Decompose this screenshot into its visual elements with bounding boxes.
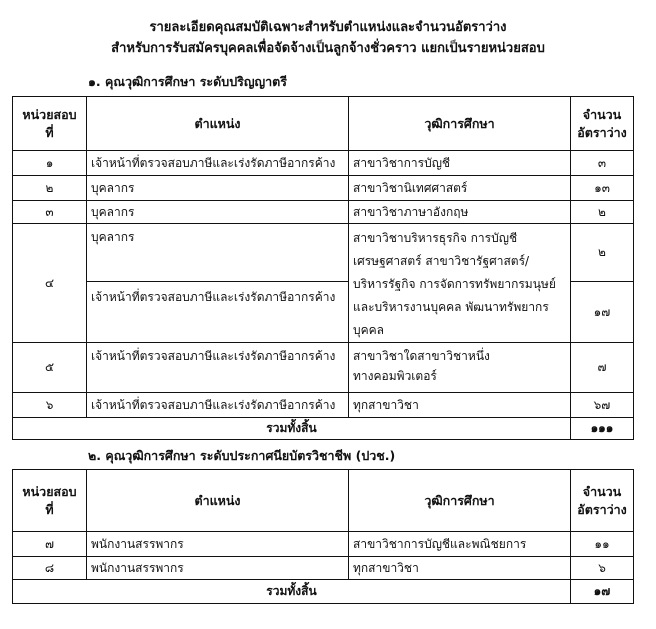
unit-cell: ๖	[13, 393, 87, 418]
qualification-line: สาขาวิชาใดสาขาวิชาหนึ่ง	[353, 349, 490, 363]
qualification-line: สาขาวิชาบริหารธุรกิจ การบัญชี	[353, 231, 518, 245]
count-cell: ๖	[571, 557, 634, 580]
qualification-cell	[349, 224, 571, 343]
qualification-line: ทางคอมพิวเตอร์	[353, 369, 437, 383]
document-title-line1: รายละเอียดคุณสมบัติเฉพาะสำหรับตำแหน่งและจำนวนอัตราว่าง	[149, 20, 507, 35]
section2-heading: ๒. คุณวุฒิการศึกษา ระดับประกาศนียบัตรวิชาชีพ (ปวช.)	[88, 448, 396, 463]
column-header-count: จำนวน อัตราว่าง	[571, 97, 634, 151]
total-label: รวมทั้งสิ้น	[13, 418, 571, 440]
count-cell: ๗	[571, 343, 634, 393]
qualification-cell: ทุกสาขาวิชา	[349, 393, 571, 418]
column-header-qualification: วุฒิการศึกษา	[349, 97, 571, 151]
table-row	[13, 343, 634, 393]
count-cell: ๓	[571, 151, 634, 176]
qualification-cell: สาขาวิชานิเทศศาสตร์	[349, 176, 571, 201]
unit-cell: ๓	[13, 201, 87, 224]
position-cell: บุคลากร	[87, 201, 349, 224]
qualification-line: และบริหารงานบุคคล พัฒนาทรัพยากรบุคคล	[353, 300, 549, 337]
unit-cell: ๑	[13, 151, 87, 176]
column-header-unit: หน่วยสอบ ที่	[13, 97, 87, 151]
section1-heading: ๑. คุณวุฒิการศึกษา ระดับปริญญาตรี	[88, 74, 287, 89]
table-row	[13, 224, 634, 282]
position-cell: บุคลากร	[87, 224, 349, 282]
qualification-cell: สาขาวิชาการบัญชีและพณิชยการ	[349, 532, 571, 557]
table-header-row	[13, 97, 634, 151]
table-row	[13, 201, 634, 224]
column-header-count: จำนวน อัตราว่าง	[571, 470, 634, 532]
qualification-line: บริหารรัฐกิจ การจัดการทรัพยากรมนุษย์	[353, 277, 556, 291]
count-cell: ๒	[571, 224, 634, 282]
total-row	[13, 580, 634, 604]
count-cell: ๒	[571, 201, 634, 224]
column-header-unit: หน่วยสอบ ที่	[13, 470, 87, 532]
total-value: ๑๑๑	[571, 418, 634, 440]
table-row	[13, 557, 634, 580]
unit-cell: ๔	[13, 224, 87, 343]
count-cell: ๖๗	[571, 393, 634, 418]
position-cell: พนักงานสรรพากร	[87, 532, 349, 557]
column-header-position: ตำแหน่ง	[87, 97, 349, 151]
count-cell: ๑๑	[571, 532, 634, 557]
qualification-cell: สาขาวิชาภาษาอังกฤษ	[349, 201, 571, 224]
table-row	[13, 393, 634, 418]
table-row	[13, 176, 634, 201]
qualification-line: เศรษฐศาสตร์ สาขาวิชารัฐศาสตร์/	[353, 254, 530, 268]
unit-cell: ๕	[13, 343, 87, 393]
total-label: รวมทั้งสิ้น	[13, 580, 571, 604]
count-cell: ๑๓	[571, 176, 634, 201]
position-cell: พนักงานสรรพากร	[87, 557, 349, 580]
unit-cell: ๗	[13, 532, 87, 557]
document-title-line2: สำหรับการรับสมัครบุคคลเพื่อจัดจ้างเป็นลูกจ้างชั่วคราว แยกเป็นรายหน่วยสอบ	[111, 41, 545, 56]
total-row	[13, 418, 634, 440]
section1-table	[12, 96, 634, 440]
position-cell: บุคลากร	[87, 176, 349, 201]
position-cell: เจ้าหน้าที่ตรวจสอบภาษีและเร่งรัดภาษีอากรค้าง	[87, 151, 349, 176]
count-cell: ๑๗	[571, 282, 634, 343]
qualification-cell: สาขาวิชาการบัญชี	[349, 151, 571, 176]
qualification-cell: ทุกสาขาวิชา	[349, 557, 571, 580]
table-header-row	[13, 470, 634, 532]
unit-cell: ๘	[13, 557, 87, 580]
position-cell: เจ้าหน้าที่ตรวจสอบภาษีและเร่งรัดภาษีอากรค้าง	[87, 393, 349, 418]
total-value: ๑๗	[571, 580, 634, 604]
column-header-position: ตำแหน่ง	[87, 470, 349, 532]
qualification-cell	[349, 343, 571, 393]
unit-cell: ๒	[13, 176, 87, 201]
table-row	[13, 532, 634, 557]
column-header-qualification: วุฒิการศึกษา	[349, 470, 571, 532]
position-cell: เจ้าหน้าที่ตรวจสอบภาษีและเร่งรัดภาษีอากรค้าง	[87, 343, 349, 393]
section2-table	[12, 469, 634, 604]
table-row	[13, 151, 634, 176]
position-cell: เจ้าหน้าที่ตรวจสอบภาษีและเร่งรัดภาษีอากรค้าง	[87, 282, 349, 343]
